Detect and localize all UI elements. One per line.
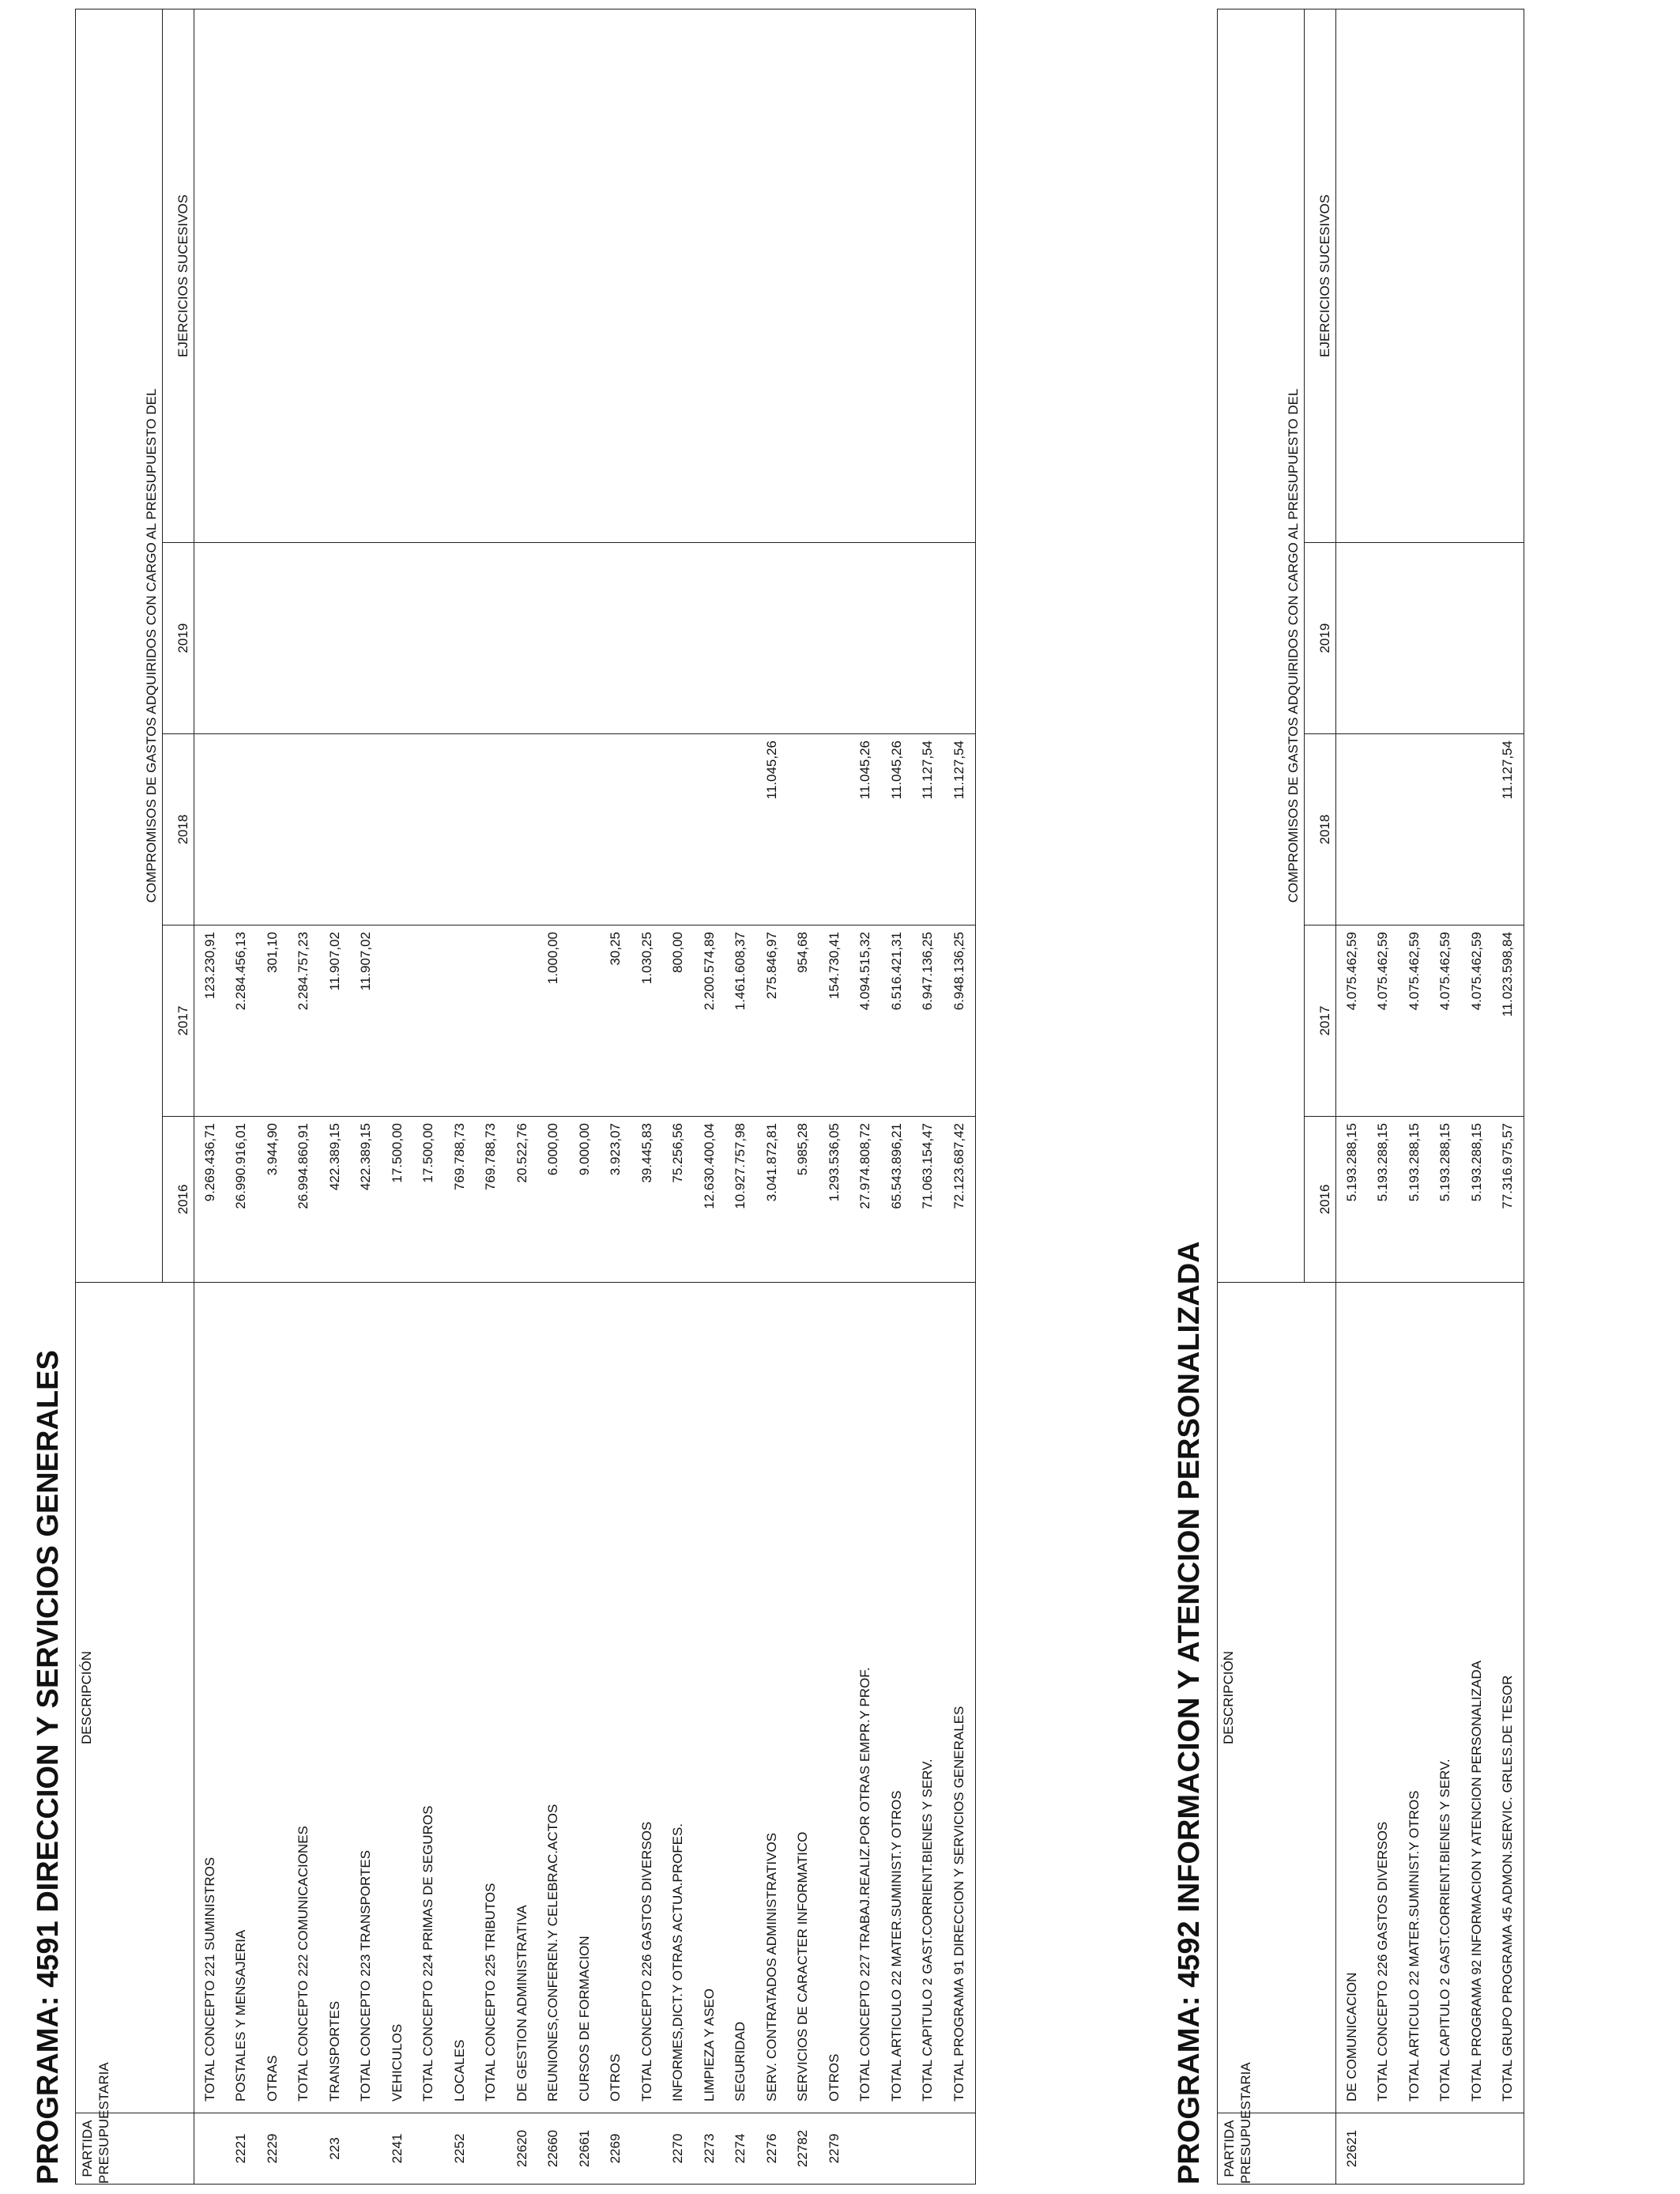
table-row <box>476 9 507 2184</box>
amount-2018-cell <box>725 734 757 925</box>
ejercicios-sucesivos-cell <box>881 9 913 542</box>
amount-2016-cell: 422.389,15 <box>351 1117 382 1283</box>
amount-2017-cell <box>413 925 445 1117</box>
amount-2018-cell: 11.127,54 <box>944 734 975 925</box>
amount-2016-cell: 5.193.288,15 <box>1336 1117 1368 1283</box>
amount-2017-cell: 1.461.608,37 <box>725 925 757 1117</box>
amount-2016-cell: 422.389,15 <box>319 1117 351 1283</box>
amount-2018-cell <box>694 734 725 925</box>
amount-2017-cell: 954,68 <box>788 925 819 1117</box>
table-row <box>226 9 258 2184</box>
amount-2018-cell <box>226 734 258 925</box>
amount-2017-cell: 4.075.462,59 <box>1368 925 1399 1117</box>
table-row <box>725 9 757 2184</box>
description-cell: TOTAL CONCEPTO 226 GASTOS DIVERSOS <box>631 1283 663 2113</box>
table-row <box>288 9 320 2184</box>
ejercicios-sucesivos-cell <box>819 9 850 542</box>
amount-2018-cell: 11.045,26 <box>756 734 788 925</box>
table-row <box>444 9 476 2184</box>
amount-2019-cell <box>601 543 632 734</box>
amount-2019-cell <box>257 543 288 734</box>
amount-2016-cell: 3.923,07 <box>601 1117 632 1283</box>
amount-2018-cell <box>788 734 819 925</box>
amount-2016-cell: 17.500,00 <box>382 1117 413 1283</box>
amount-2016-cell: 9.269.436,71 <box>194 1117 226 1283</box>
amount-2017-cell <box>476 925 507 1117</box>
partida-cell <box>944 2113 975 2185</box>
description-cell: DE GESTION ADMINISTRATIVA <box>507 1283 538 2113</box>
amount-2016-cell: 3.041.872,81 <box>756 1117 788 1283</box>
amount-2016-cell: 1.293.536,05 <box>819 1117 850 1283</box>
program-1-title: PROGRAMA: 4591 DIRECCION Y SERVICIOS GENERALES <box>32 1350 65 2185</box>
amount-2019-cell <box>444 543 476 734</box>
amount-2016-cell: 71.063.154,47 <box>913 1117 944 1283</box>
year-2018-header: 2018 <box>163 734 194 925</box>
table-row <box>351 9 382 2184</box>
amount-2018-cell <box>1461 734 1493 925</box>
amount-2019-cell <box>1461 543 1493 734</box>
descripcion-header: DESCRIPCIÓN <box>76 1283 194 2113</box>
amount-2019-cell <box>850 543 882 734</box>
amount-2017-cell <box>507 925 538 1117</box>
amount-2019-cell <box>1430 543 1462 734</box>
amount-2016-cell: 5.193.288,15 <box>1430 1117 1462 1283</box>
amount-2019-cell <box>1493 543 1524 734</box>
description-cell: INFORMES,DICT.Y OTRAS ACTUA.PROFES. <box>663 1283 695 2113</box>
amount-2016-cell: 26.990.916,01 <box>226 1117 258 1283</box>
partida-cell: 2221 <box>226 2113 258 2185</box>
partida-cell: 2274 <box>725 2113 757 2185</box>
description-cell: SERVICIOS DE CARACTER INFORMATICO <box>788 1283 819 2113</box>
program-2-title: PROGRAMA: 4592 INFORMACION Y ATENCION PERSONALIZADA <box>1173 1241 1206 2185</box>
amount-2018-cell <box>382 734 413 925</box>
year-2017-header: 2017 <box>1305 925 1336 1117</box>
amount-2018-cell <box>413 734 445 925</box>
amount-2016-cell: 10.927.757,98 <box>725 1117 757 1283</box>
table-row <box>1430 9 1462 2184</box>
ejercicios-sucesivos-cell <box>382 9 413 542</box>
amount-2017-cell: 6.516.421,31 <box>881 925 913 1117</box>
amount-2019-cell <box>1368 543 1399 734</box>
table-row <box>850 9 882 2184</box>
partida-cell: 2229 <box>257 2113 288 2185</box>
table-row <box>944 9 975 2184</box>
description-cell: SERV. CONTRATADOS ADMINISTRATIVOS <box>756 1283 788 2113</box>
amount-2016-cell: 39.445,83 <box>631 1117 663 1283</box>
amount-2016-cell: 5.193.288,15 <box>1368 1117 1399 1283</box>
program-1-table <box>75 9 976 2185</box>
partida-cell: 22782 <box>788 2113 819 2185</box>
partida-cell <box>1461 2113 1493 2185</box>
amount-2016-cell: 9.000,00 <box>569 1117 601 1283</box>
partida-cell: 2270 <box>663 2113 695 2185</box>
ejercicios-sucesivos-cell <box>694 9 725 542</box>
amount-2019-cell <box>507 543 538 734</box>
ejercicios-header: EJERCICIOS SUCESIVOS <box>1305 9 1336 542</box>
amount-2018-cell <box>1336 734 1368 925</box>
ejercicios-header: EJERCICIOS SUCESIVOS <box>163 9 194 542</box>
table-row <box>538 9 570 2184</box>
amount-2019-cell <box>288 543 320 734</box>
table-row <box>194 9 226 2184</box>
ejercicios-sucesivos-cell <box>444 9 476 542</box>
amount-2017-cell: 1.030,25 <box>631 925 663 1117</box>
description-cell: OTROS <box>819 1283 850 2113</box>
amount-2019-cell <box>538 543 570 734</box>
amount-2018-cell: 11.045,26 <box>850 734 882 925</box>
partida-cell: 2276 <box>756 2113 788 2185</box>
amount-2018-cell <box>663 734 695 925</box>
table-row <box>756 9 788 2184</box>
ejercicios-sucesivos-cell <box>601 9 632 542</box>
amount-2018-cell: 11.127,54 <box>913 734 944 925</box>
ejercicios-sucesivos-cell <box>663 9 695 542</box>
amount-2017-cell: 4.075.462,59 <box>1336 925 1368 1117</box>
amount-2016-cell: 5.193.288,15 <box>1399 1117 1430 1283</box>
table-row <box>1461 9 1493 2184</box>
partida-cell <box>1430 2113 1462 2185</box>
program-2-table <box>1217 9 1524 2185</box>
amount-2017-cell: 30,25 <box>601 925 632 1117</box>
description-cell: SEGURIDAD <box>725 1283 757 2113</box>
description-cell: TOTAL ARTICULO 22 MATER.SUMINIST.Y OTROS <box>881 1283 913 2113</box>
amount-2018-cell <box>194 734 226 925</box>
amount-2019-cell <box>881 543 913 734</box>
table-row <box>569 9 601 2184</box>
amount-2019-cell <box>351 543 382 734</box>
amount-2019-cell <box>663 543 695 734</box>
amount-2017-cell: 4.075.462,59 <box>1399 925 1430 1117</box>
ejercicios-sucesivos-cell <box>569 9 601 542</box>
amount-2018-cell: 11.127,54 <box>1493 734 1524 925</box>
amount-2018-cell <box>631 734 663 925</box>
ejercicios-sucesivos-cell <box>756 9 788 542</box>
partida-cell: 2252 <box>444 2113 476 2185</box>
ejercicios-sucesivos-cell <box>257 9 288 542</box>
amount-2017-cell: 4.094.515,32 <box>850 925 882 1117</box>
ejercicios-sucesivos-cell <box>194 9 226 542</box>
amount-2018-cell <box>819 734 850 925</box>
ejercicios-sucesivos-cell <box>413 9 445 542</box>
amount-2019-cell <box>569 543 601 734</box>
partida-cell: 22621 <box>1336 2113 1368 2185</box>
compromisos-header: COMPROMISOS DE GASTOS ADQUIRIDOS CON CARGO AL PRESUPUESTO DEL <box>1218 9 1305 1282</box>
amount-2016-cell: 5.193.288,15 <box>1461 1117 1493 1283</box>
amount-2019-cell <box>382 543 413 734</box>
amount-2016-cell: 5.985,28 <box>788 1117 819 1283</box>
amount-2019-cell <box>476 543 507 734</box>
amount-2017-cell <box>444 925 476 1117</box>
amount-2016-cell: 26.994.860,91 <box>288 1117 320 1283</box>
description-cell: TRANSPORTES <box>319 1283 351 2113</box>
ejercicios-sucesivos-cell <box>1336 9 1368 542</box>
amount-2019-cell <box>413 543 445 734</box>
partida-cell <box>413 2113 445 2185</box>
descripcion-header: DESCRIPCIÓN <box>1218 1283 1336 2113</box>
table-row <box>319 9 351 2184</box>
partida-cell <box>881 2113 913 2185</box>
amount-2017-cell: 275.846,97 <box>756 925 788 1117</box>
partida-cell: 2269 <box>601 2113 632 2185</box>
ejercicios-sucesivos-cell <box>1399 9 1430 542</box>
amount-2017-cell: 6.948.136,25 <box>944 925 975 1117</box>
partida-cell <box>631 2113 663 2185</box>
amount-2018-cell <box>476 734 507 925</box>
partida-cell <box>288 2113 320 2185</box>
table-row <box>1399 9 1430 2184</box>
table-row <box>601 9 632 2184</box>
amount-2017-cell: 2.284.757,23 <box>288 925 320 1117</box>
description-cell: OTRAS <box>257 1283 288 2113</box>
description-cell: TOTAL CONCEPTO 225 TRIBUTOS <box>476 1283 507 2113</box>
table-row <box>788 9 819 2184</box>
description-cell: TOTAL CONCEPTO 226 GASTOS DIVERSOS <box>1368 1283 1399 2113</box>
year-2016-header: 2016 <box>1305 1117 1336 1283</box>
amount-2019-cell <box>194 543 226 734</box>
partida-cell: 223 <box>319 2113 351 2185</box>
amount-2018-cell <box>351 734 382 925</box>
description-cell: OTROS <box>601 1283 632 2113</box>
partida-cell <box>850 2113 882 2185</box>
partida-cell: 2241 <box>382 2113 413 2185</box>
description-cell: TOTAL CONCEPTO 224 PRIMAS DE SEGUROS <box>413 1283 445 2113</box>
ejercicios-sucesivos-cell <box>788 9 819 542</box>
partida-cell <box>1399 2113 1430 2185</box>
ejercicios-sucesivos-cell <box>850 9 882 542</box>
ejercicios-sucesivos-cell <box>725 9 757 542</box>
amount-2019-cell <box>725 543 757 734</box>
amount-2017-cell: 154.730,41 <box>819 925 850 1117</box>
amount-2016-cell: 769.788,73 <box>476 1117 507 1283</box>
description-cell: LOCALES <box>444 1283 476 2113</box>
description-cell: TOTAL CONCEPTO 222 COMUNICACIONES <box>288 1283 320 2113</box>
amount-2016-cell: 17.500,00 <box>413 1117 445 1283</box>
description-cell: VEHICULOS <box>382 1283 413 2113</box>
amount-2017-cell: 11.907,02 <box>319 925 351 1117</box>
description-cell: TOTAL CONCEPTO 221 SUMINISTROS <box>194 1283 226 2113</box>
partida-header: PARTIDA PRESUPUESTARIA <box>76 2113 194 2185</box>
partida-cell: 2279 <box>819 2113 850 2185</box>
amount-2019-cell <box>1399 543 1430 734</box>
ejercicios-sucesivos-cell <box>944 9 975 542</box>
amount-2018-cell <box>538 734 570 925</box>
amount-2019-cell <box>1336 543 1368 734</box>
table-row <box>881 9 913 2184</box>
amount-2017-cell: 4.075.462,59 <box>1461 925 1493 1117</box>
table-row <box>819 9 850 2184</box>
partida-cell: 22661 <box>569 2113 601 2185</box>
amount-2018-cell <box>601 734 632 925</box>
description-cell: CURSOS DE FORMACION <box>569 1283 601 2113</box>
description-cell: LIMPIEZA Y ASEO <box>694 1283 725 2113</box>
amount-2017-cell: 800,00 <box>663 925 695 1117</box>
partida-cell <box>1493 2113 1524 2185</box>
amount-2016-cell: 3.944,90 <box>257 1117 288 1283</box>
amount-2019-cell <box>694 543 725 734</box>
amount-2019-cell <box>631 543 663 734</box>
year-2019-header: 2019 <box>163 543 194 734</box>
ejercicios-sucesivos-cell <box>1493 9 1524 542</box>
partida-cell <box>476 2113 507 2185</box>
amount-2017-cell: 11.023.598,84 <box>1493 925 1524 1117</box>
amount-2017-cell: 11.907,02 <box>351 925 382 1117</box>
amount-2016-cell: 6.000,00 <box>538 1117 570 1283</box>
amount-2018-cell <box>507 734 538 925</box>
amount-2016-cell: 75.256,56 <box>663 1117 695 1283</box>
ejercicios-sucesivos-cell <box>476 9 507 542</box>
amount-2016-cell: 20.522,76 <box>507 1117 538 1283</box>
partida-cell: 2273 <box>694 2113 725 2185</box>
amount-2018-cell <box>1430 734 1462 925</box>
amount-2018-cell <box>319 734 351 925</box>
description-cell: TOTAL PROGRAMA 92 INFORMACION Y ATENCION PERSONALIZADA <box>1461 1283 1493 2113</box>
amount-2018-cell <box>1399 734 1430 925</box>
ejercicios-sucesivos-cell <box>631 9 663 542</box>
amount-2017-cell: 2.200.574,89 <box>694 925 725 1117</box>
year-2016-header: 2016 <box>163 1117 194 1283</box>
ejercicios-sucesivos-cell <box>1368 9 1399 542</box>
description-cell: TOTAL CONCEPTO 223 TRANSPORTES <box>351 1283 382 2113</box>
table-row <box>913 9 944 2184</box>
amount-2017-cell: 2.284.456,13 <box>226 925 258 1117</box>
amount-2017-cell: 1.000,00 <box>538 925 570 1117</box>
amount-2018-cell <box>257 734 288 925</box>
year-2018-header: 2018 <box>1305 734 1336 925</box>
amount-2018-cell <box>1368 734 1399 925</box>
amount-2019-cell <box>226 543 258 734</box>
table-row <box>631 9 663 2184</box>
ejercicios-sucesivos-cell <box>288 9 320 542</box>
ejercicios-sucesivos-cell <box>319 9 351 542</box>
table-row <box>413 9 445 2184</box>
partida-cell: 22660 <box>538 2113 570 2185</box>
description-cell: TOTAL PROGRAMA 91 DIRECCION Y SERVICIOS GENERALES <box>944 1283 975 2113</box>
partida-cell <box>194 2113 226 2185</box>
amount-2019-cell <box>944 543 975 734</box>
description-cell: TOTAL GRUPO PROGRAMA 45 ADMON.SERVIC. GRLES.DE TESOR <box>1493 1283 1524 2113</box>
amount-2016-cell: 769.788,73 <box>444 1117 476 1283</box>
table-row <box>1368 9 1399 2184</box>
amount-2019-cell <box>756 543 788 734</box>
amount-2019-cell <box>788 543 819 734</box>
amount-2017-cell: 6.947.136,25 <box>913 925 944 1117</box>
amount-2019-cell <box>319 543 351 734</box>
partida-cell <box>351 2113 382 2185</box>
ejercicios-sucesivos-cell <box>1430 9 1462 542</box>
amount-2018-cell <box>288 734 320 925</box>
table-row <box>382 9 413 2184</box>
amount-2016-cell: 27.974.808,72 <box>850 1117 882 1283</box>
partida-cell: 22620 <box>507 2113 538 2185</box>
amount-2017-cell: 301,10 <box>257 925 288 1117</box>
ejercicios-sucesivos-cell <box>913 9 944 542</box>
amount-2017-cell: 4.075.462,59 <box>1430 925 1462 1117</box>
amount-2016-cell: 77.316.975,57 <box>1493 1117 1524 1283</box>
ejercicios-sucesivos-cell <box>507 9 538 542</box>
amount-2016-cell: 65.543.896,21 <box>881 1117 913 1283</box>
table-row <box>507 9 538 2184</box>
partida-cell <box>913 2113 944 2185</box>
ejercicios-sucesivos-cell <box>1461 9 1493 542</box>
amount-2018-cell: 11.045,26 <box>881 734 913 925</box>
compromisos-header: COMPROMISOS DE GASTOS ADQUIRIDOS CON CARGO AL PRESUPUESTO DEL <box>76 9 163 1282</box>
amount-2017-cell <box>569 925 601 1117</box>
partida-cell <box>1368 2113 1399 2185</box>
year-2019-header: 2019 <box>1305 543 1336 734</box>
amount-2018-cell <box>569 734 601 925</box>
description-cell: TOTAL CAPITULO 2 GAST.CORRIENT.BIENES Y SERV. <box>1430 1283 1462 2113</box>
description-cell: DE COMUNICACION <box>1336 1283 1368 2113</box>
amount-2016-cell: 72.123.687,42 <box>944 1117 975 1283</box>
ejercicios-sucesivos-cell <box>538 9 570 542</box>
table-row <box>1493 9 1524 2184</box>
description-cell: TOTAL CAPITULO 2 GAST.CORRIENT.BIENES Y SERV. <box>913 1283 944 2113</box>
amount-2017-cell: 123.230,91 <box>194 925 226 1117</box>
table-row <box>1336 9 1368 2184</box>
description-cell: TOTAL CONCEPTO 227 TRABAJ.REALIZ.POR OTRAS EMPR.Y PROF. <box>850 1283 882 2113</box>
amount-2016-cell: 12.630.400,04 <box>694 1117 725 1283</box>
description-cell: POSTALES Y MENSAJERIA <box>226 1283 258 2113</box>
ejercicios-sucesivos-cell <box>226 9 258 542</box>
amount-2019-cell <box>819 543 850 734</box>
amount-2018-cell <box>444 734 476 925</box>
ejercicios-sucesivos-cell <box>351 9 382 542</box>
partida-header: PARTIDA PRESUPUESTARIA <box>1218 2113 1336 2185</box>
description-cell: REUNIONES,CONFEREN.Y CELEBRAC.ACTOS <box>538 1283 570 2113</box>
table-row <box>257 9 288 2184</box>
amount-2019-cell <box>913 543 944 734</box>
description-cell: TOTAL ARTICULO 22 MATER.SUMINIST.Y OTROS <box>1399 1283 1430 2113</box>
amount-2017-cell <box>382 925 413 1117</box>
table-row <box>663 9 695 2184</box>
table-row <box>694 9 725 2184</box>
year-2017-header: 2017 <box>163 925 194 1117</box>
